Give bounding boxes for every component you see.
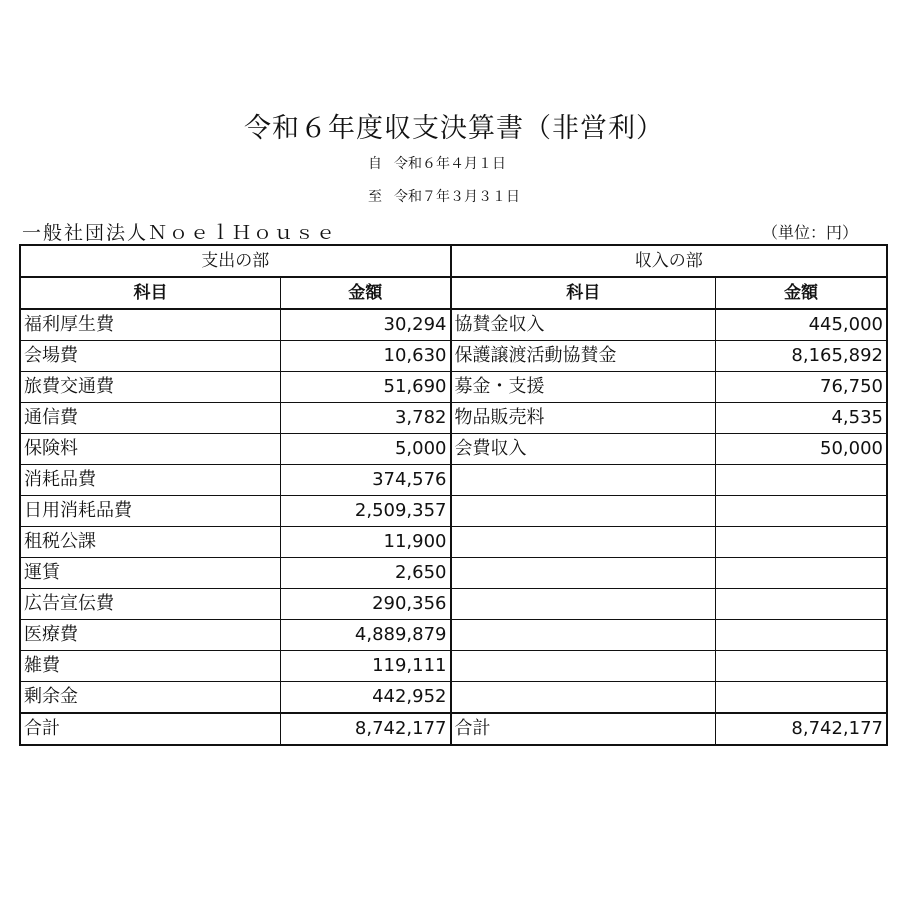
expense-item: 広告宣伝費 bbox=[21, 589, 281, 620]
period-to-date: 令和７年３月３１日 bbox=[394, 189, 520, 205]
expense-item: 剰余金 bbox=[21, 682, 281, 714]
table-row bbox=[21, 651, 887, 682]
income-item: 保護譲渡活動協賛金 bbox=[451, 341, 716, 372]
document-title: 令和６年度収支決算書（非営利） bbox=[244, 113, 664, 144]
expense-amount: 3,782 bbox=[281, 403, 451, 434]
period-from-label: 自 bbox=[368, 156, 382, 172]
expense-amount: 11,900 bbox=[281, 527, 451, 558]
income-item bbox=[451, 620, 716, 651]
income-item bbox=[451, 496, 716, 527]
expense-item: 旅費交通費 bbox=[21, 372, 281, 403]
expense-amount: 374,576 bbox=[281, 465, 451, 496]
income-item: 会費収入 bbox=[451, 434, 716, 465]
unit-label: （単位：円） bbox=[761, 223, 858, 242]
table-row bbox=[21, 434, 887, 465]
expense-item: 消耗品費 bbox=[21, 465, 281, 496]
expense-amount: 2,509,357 bbox=[281, 496, 451, 527]
expense-total-label: 合計 bbox=[21, 713, 281, 745]
income-amount bbox=[716, 558, 887, 589]
income-amount bbox=[716, 527, 887, 558]
income-item bbox=[451, 558, 716, 589]
income-item bbox=[451, 589, 716, 620]
income-item bbox=[451, 651, 716, 682]
income-amount bbox=[716, 682, 887, 714]
expense-item-header: 科目 bbox=[21, 277, 281, 309]
expense-item: 日用消耗品費 bbox=[21, 496, 281, 527]
expense-amount: 119,111 bbox=[281, 651, 451, 682]
table-row bbox=[21, 309, 887, 341]
income-item bbox=[451, 527, 716, 558]
total-row bbox=[21, 713, 887, 745]
expense-item: 運賃 bbox=[21, 558, 281, 589]
income-amount bbox=[716, 651, 887, 682]
income-amount bbox=[716, 465, 887, 496]
expense-item: 福利厚生費 bbox=[21, 309, 281, 341]
period-from-date: 令和６年４月１日 bbox=[394, 156, 506, 172]
table-row bbox=[21, 496, 887, 527]
expense-amount: 4,889,879 bbox=[281, 620, 451, 651]
expense-item: 雑費 bbox=[21, 651, 281, 682]
period-from bbox=[368, 153, 506, 173]
period-to-label: 至 bbox=[368, 189, 382, 205]
settlement-table bbox=[20, 245, 887, 745]
income-amount: 8,165,892 bbox=[716, 341, 887, 372]
table-row bbox=[21, 372, 887, 403]
expense-item: 租税公課 bbox=[21, 527, 281, 558]
expense-amount-header: 金額 bbox=[281, 277, 451, 309]
table-row bbox=[21, 403, 887, 434]
column-header-row bbox=[21, 277, 887, 309]
section-header-row bbox=[21, 246, 887, 278]
table-row bbox=[21, 589, 887, 620]
expense-amount: 5,000 bbox=[281, 434, 451, 465]
expense-item: 保険料 bbox=[21, 434, 281, 465]
income-item bbox=[451, 465, 716, 496]
table-row bbox=[21, 620, 887, 651]
expense-item: 会場費 bbox=[21, 341, 281, 372]
table-row bbox=[21, 682, 887, 714]
income-section-header: 収入の部 bbox=[451, 246, 887, 278]
income-amount: 4,535 bbox=[716, 403, 887, 434]
table-row bbox=[21, 341, 887, 372]
expense-item: 医療費 bbox=[21, 620, 281, 651]
income-total-label: 合計 bbox=[451, 713, 716, 745]
income-item: 協賛金収入 bbox=[451, 309, 716, 341]
organization-name: 一般社団法人ＮｏｅｌＨｏｕｓｅ bbox=[22, 222, 338, 244]
income-amount: 50,000 bbox=[716, 434, 887, 465]
income-item bbox=[451, 682, 716, 714]
period-to bbox=[368, 186, 520, 206]
income-amount-header: 金額 bbox=[716, 277, 887, 309]
income-total-amount: 8,742,177 bbox=[716, 713, 887, 745]
income-amount bbox=[716, 620, 887, 651]
expense-amount: 2,650 bbox=[281, 558, 451, 589]
table-row bbox=[21, 465, 887, 496]
income-item-header: 科目 bbox=[451, 277, 716, 309]
table-row bbox=[21, 527, 887, 558]
table-row bbox=[21, 558, 887, 589]
income-amount bbox=[716, 496, 887, 527]
expense-amount: 442,952 bbox=[281, 682, 451, 714]
income-amount bbox=[716, 589, 887, 620]
expense-amount: 30,294 bbox=[281, 309, 451, 341]
income-item: 募金・支援 bbox=[451, 372, 716, 403]
expense-amount: 290,356 bbox=[281, 589, 451, 620]
expense-total-amount: 8,742,177 bbox=[281, 713, 451, 745]
expense-amount: 10,630 bbox=[281, 341, 451, 372]
expense-amount: 51,690 bbox=[281, 372, 451, 403]
income-amount: 445,000 bbox=[716, 309, 887, 341]
expense-section-header: 支出の部 bbox=[21, 246, 451, 278]
expense-item: 通信費 bbox=[21, 403, 281, 434]
income-item: 物品販売料 bbox=[451, 403, 716, 434]
income-amount: 76,750 bbox=[716, 372, 887, 403]
